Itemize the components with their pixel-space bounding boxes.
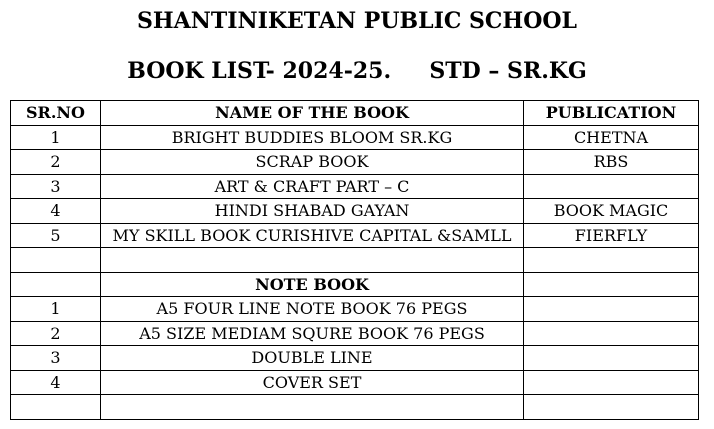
cell-book-name: BRIGHT BUDDIES BLOOM SR.KG (101, 125, 524, 150)
cell-book-name: A5 SIZE MEDIAM SQURE BOOK 76 PEGS (101, 321, 524, 346)
cell-srno (11, 272, 101, 297)
cell-book-name: DOUBLE LINE (101, 346, 524, 371)
table-row (11, 223, 699, 248)
cell-book-name: SCRAP BOOK (101, 150, 524, 175)
cell-srno: 2 (11, 150, 101, 175)
table-row (11, 346, 699, 371)
cell-publication (524, 395, 699, 420)
cell-book-name (101, 395, 524, 420)
cell-publication (524, 321, 699, 346)
cell-publication (524, 174, 699, 199)
cell-book-name: ART & CRAFT PART – C (101, 174, 524, 199)
cell-book-name: COVER SET (101, 370, 524, 395)
cell-srno: 3 (11, 174, 101, 199)
table-row (11, 272, 699, 297)
cell-publication: FIERFLY (524, 223, 699, 248)
cell-srno: 4 (11, 370, 101, 395)
cell-srno (11, 248, 101, 273)
table-row (11, 248, 699, 273)
cell-publication (524, 272, 699, 297)
table-row (11, 297, 699, 322)
column-header-publication: PUBLICATION (524, 101, 699, 126)
cell-srno: 5 (11, 223, 101, 248)
column-header-srno: SR.NO (11, 101, 101, 126)
cell-publication (524, 248, 699, 273)
table-header-row (11, 101, 699, 126)
cell-srno: 1 (11, 125, 101, 150)
cell-srno: 4 (11, 199, 101, 224)
cell-publication: BOOK MAGIC (524, 199, 699, 224)
cell-srno: 1 (11, 297, 101, 322)
cell-book-name: MY SKILL BOOK CURISHIVE CAPITAL &SAMLL (101, 223, 524, 248)
table-row (11, 370, 699, 395)
table-row (11, 199, 699, 224)
column-header-book-name: NAME OF THE BOOK (101, 101, 524, 126)
book-list-title: BOOK LIST- 2024-25. STD – SR.KG (127, 58, 587, 84)
table-row (11, 174, 699, 199)
cell-srno: 2 (11, 321, 101, 346)
cell-publication: RBS (524, 150, 699, 175)
table-row (11, 395, 699, 420)
cell-publication (524, 297, 699, 322)
cell-book-name: HINDI SHABAD GAYAN (101, 199, 524, 224)
table-row (11, 125, 699, 150)
book-list-table (10, 100, 699, 420)
cell-srno (11, 395, 101, 420)
cell-publication: CHETNA (524, 125, 699, 150)
cell-book-name (101, 248, 524, 273)
school-name: SHANTINIKETAN PUBLIC SCHOOL (136, 8, 578, 34)
cell-book-name: NOTE BOOK (101, 272, 524, 297)
cell-publication (524, 370, 699, 395)
cell-publication (524, 346, 699, 371)
cell-book-name: A5 FOUR LINE NOTE BOOK 76 PEGS (101, 297, 524, 322)
cell-srno: 3 (11, 346, 101, 371)
table-row (11, 150, 699, 175)
table-row (11, 321, 699, 346)
